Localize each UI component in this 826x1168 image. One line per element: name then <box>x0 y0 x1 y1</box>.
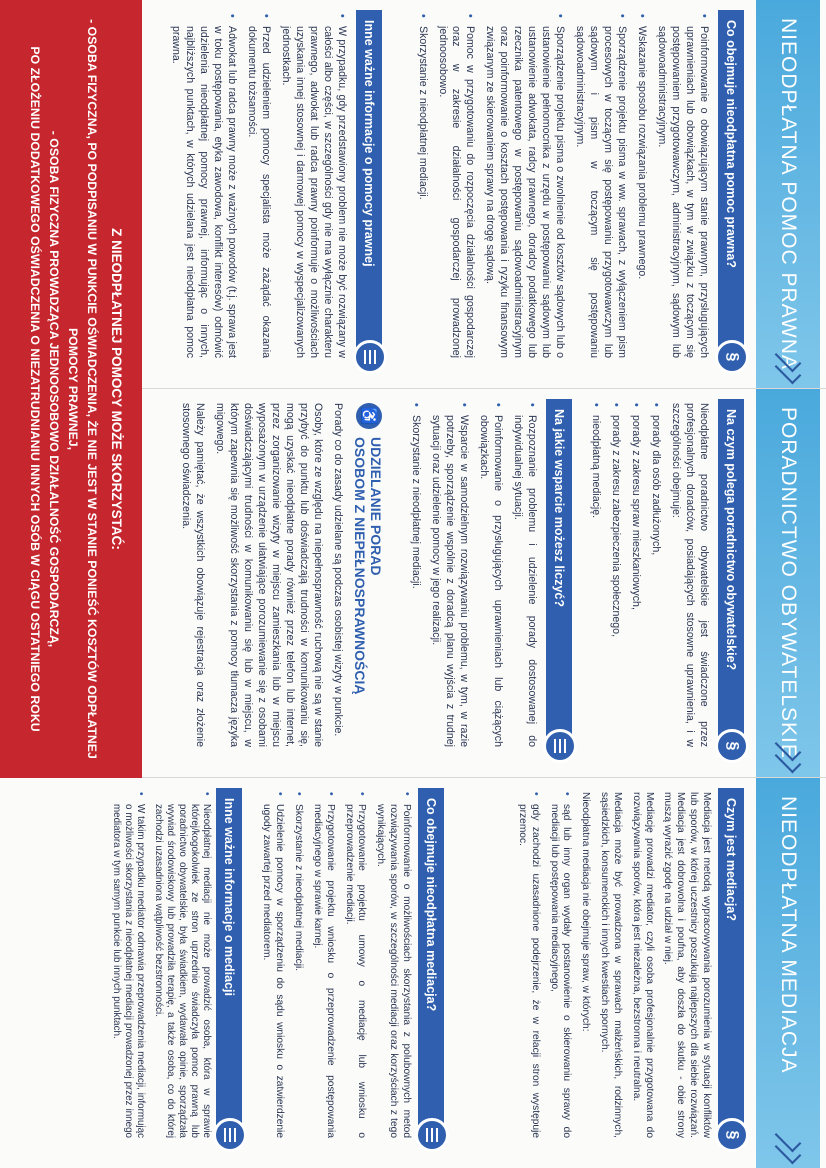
eligibility-footer <box>0 0 142 778</box>
paragraph: Należy pamiętać, że wszystkich obowiązuje rejestracja oraz złożenie stosownego oświadczenia. <box>180 403 207 747</box>
wheelchair-icon: ♿ <box>356 403 382 429</box>
paragraph: Mediację prowadzi mediator, czyli osoba profesjonalnie przygotowana do rozwiązywania sporów, która jest niezależna, bezstronna i neutralna. <box>630 792 655 1138</box>
list-item: • Przygotowanie projektu wniosku o przeprowadzenie postępowania mediacyjnego w sprawie karnej. <box>310 792 336 1138</box>
list-icon <box>213 1118 247 1152</box>
panel-header <box>756 778 820 1168</box>
list-item: • Poinformowanie o przysługujących uprawnieniach lub ciążących obowiązkach. <box>476 403 504 747</box>
disability-text <box>172 403 344 747</box>
section-title: Co obejmuje nieodpłatna pomoc prawna? <box>724 20 738 268</box>
section-title-bar <box>216 788 242 1138</box>
section-title: Co obejmuje nieodpłatna mediacja? <box>424 798 438 1012</box>
list-item: • Rozpoznanie problemu i udzielenie porady dostosowanej do indywidualnej sytuacji. <box>510 403 538 747</box>
list-item: • Poinformowanie o możliwościach skorzystania z polubownych metod rozwiązywania sporów, w szczególności mediacji oraz korzyściach z tego wynikających. <box>373 792 412 1138</box>
mediation-definition <box>509 792 712 1138</box>
section-title-bar <box>418 788 444 1138</box>
list-item: • Przygotowanie projektu umowy o mediację lub wniosku o przeprowadzenie mediacji. <box>342 792 368 1138</box>
chevrons-icon <box>770 745 806 769</box>
list-item: • Sporządzenie projektu pisma o zwolnienie od kosztów sądowych lub o ustanowienie pełnomocnika z urzędu w postępowaniu sądowym lub ustanowienie adwokata, radcy prawnego, doradcy podatkowego lub rzecznika patentowego w postępowaniu sądowoadministracyjnym oraz poinformowanie o kosztach postępowania i ryzyku finansowym związanym ze skierowaniem sprawy na drogę sądową. <box>482 14 566 358</box>
paragraph: Nieodpłatna mediacja nie obejmuje spraw, w których: <box>580 792 592 1032</box>
list-item: • Skorzystanie z nieodpłatnej mediacji. <box>408 403 422 747</box>
section-title: Na jakie wsparcie możesz liczyć? <box>552 409 566 608</box>
section-title-bar <box>356 10 382 360</box>
legal-aid-info-list <box>162 14 348 358</box>
list-item: • Sporządzenie projektu pisma w ww. sprawach, z wyłączeniem pism procesowych w toczącym się postępowaniu przygotowawczym lub sądowym i pism w toczącym się postępowaniu sądowoadministracyjnym. <box>572 14 628 358</box>
list-item: • Przed udzieleniem pomocy specjalista może zażądać okazania dokumentu tożsamości. <box>244 14 272 358</box>
list-icon <box>353 340 387 374</box>
list-item: • Udzielenie pomocy w sporządzeniu do sądu wniosku o zatwierdzenie ugody zawartej przed mediatorem. <box>260 792 286 1138</box>
panel-mediation <box>0 778 826 1168</box>
section-title: Na czym polega poradnictwo obywatelskie? <box>724 409 738 671</box>
list-item: • Skorzystanie z nieodpłatnej mediacji. <box>415 14 429 358</box>
list-item: • Adwokat lub radca prawny może z ważnych powodów (t.j. sprawa jest w toku postępowania, etyka zawodowa, konflikt interesów) odmówić udzielenia nieodpłatnej pomocy prawnej, informując o innych, najbliższych punktach, w których udzielana jest nieodpłatna pomoc prawna. <box>168 14 238 358</box>
paragraph: Mediacja może być prowadzona w sprawach małżeńskich, rodzinnych, sąsiedzkich, konsumenckich i innych kwestiach spornych. <box>599 792 623 1138</box>
section-title: Inne ważne informacje o mediacji <box>222 798 236 996</box>
list-item: • Nieodpłatnej mediacji nie może prowadzić osoba, która w sprawie której/kogokolwiek ze stron uprzednio świadczyła pomoc prawną lub poradnictwo obywatelskie, była świadkiem, wydawała opinie, sporządzała wywiad środowiskowy lub prowadziła terapię, a także osoba, co do której zachodzi uzasadniona wątpliwość bezstronności. <box>152 792 212 1138</box>
list-item: • porady dla osób zadłużonych, <box>648 403 662 747</box>
paragraph: Porady co do zasady udzielane są podczas osobistej wizyty w punkcie. <box>332 403 344 737</box>
panel-header <box>756 0 820 388</box>
list-item: • gdy zachodzi uzasadnione podejrzenie, że w relacji stron występuje przemoc. <box>515 792 541 1138</box>
paragraph: Mediacja jest metodą wypracowywania porozumienia w sytuacji konfliktów lub sporów, w której uczestnicy poszukują najlepszych dla siebie rozwiązań. Mediacja jest dobrowolna i poufna, aby doszła do skutku - obie strony muszą wyrazić zgodę na udział w niej. <box>662 792 712 1138</box>
chevrons-icon <box>770 1136 806 1160</box>
list-item: • W takim przypadku mediator odmawia przeprowadzenia mediacji, informując o możliwości skorzystania z nieodpłatnej mediacji prowadzonej przez innego mediatora w tym samym punkcie lub innych punktach. <box>111 792 147 1138</box>
footer-title: Z NIEODPŁATNEJ POMOCY MOŻE SKORZYSTAĆ: <box>109 228 124 550</box>
section-title-bar <box>718 10 744 360</box>
list-item: • W przypadku, gdy przedstawiony problem nie może być rozwiązany w całości albo części, w szczególności gdy nie ma wyłącznie charakteru prawnego, adwokat lub radca prawny poinformuje o możliwościach uzyskania innej stosownej i darmowej pomocy w wyspecjalizowanych jednostkach. <box>278 14 348 358</box>
section-title-bar <box>718 399 744 749</box>
list-item: • Skorzystanie z nieodpłatnej mediacji. <box>291 792 304 1138</box>
panel-header <box>756 389 820 777</box>
list-icon <box>543 729 577 763</box>
panel-title: NIEODPŁATNA MEDIACJA <box>777 796 800 1074</box>
disability-heading <box>352 437 384 747</box>
chevrons-icon <box>770 356 806 380</box>
list-item: • porady z zakresu zabezpieczenia społecznego, <box>608 403 622 747</box>
paragraph-icon: § <box>715 340 749 374</box>
disability-heading-line1: UDZIELANIE PORAD <box>368 437 384 576</box>
list-item: • Wskazanie sposobu rozwiązania problemu prawnego. <box>634 14 648 358</box>
list-item: • Poinformowanie o obowiązującym stanie prawnym, przysługujących uprawnieniach lub obowiązkach, w tym w związku z toczącym się postępowaniem przygotowawczym, administracyjnym, sądowym lub sądowoadministracyjnym. <box>654 14 710 358</box>
list-item: • Wsparcie w samodzielnym rozwiązywaniu problemu, w tym, w razie potrzeby, sporządzenie wspólnie z doradcą planu wyjścia z trudnej sytuacji oraz udzielenie pomocy w jego realizacji. <box>428 403 470 747</box>
footer-line: - OSOBA FIZYCZNA, PO PODPISANIU W PUNKCIE OŚWIADCZENIA, ŻE NIE JEST W STANIE PONIEŚĆ KOSZTÓW ODPŁATNEJ POMOCY PRAWNEJ, <box>66 19 100 759</box>
section-title-bar <box>718 788 744 1138</box>
legal-aid-scope-list <box>409 14 710 358</box>
mediation-scope-list <box>254 792 412 1138</box>
paragraph: Osoby, które ze względu na niepełnosprawność ruchową nie są w stanie przybyć do punktu lub doświadczają trudności w komunikowaniu się, mogą uzyskać nieodpłatne porady również przez telefon lub internet, przez zorganizowanie wizyty w miejscu zamieszkania lub w miejscu wyposażonym w urządzenie ułatwiające porozumiewanie się z osobami doświadczającymi trudności w komunikowaniu się lub w miejscu, w którym zapewnia się możliwość skorzystania z pomocy tłumacza języka migowego. <box>214 403 325 747</box>
panel-title: PORADNICTWO OBYWATELSKIE <box>777 407 800 759</box>
civic-advice-scope <box>582 403 710 747</box>
list-item: • sąd lub inny organ wydały postanowienie o skierowaniu sprawy do mediacji lub postępowania mediacyjnego, <box>547 792 573 1138</box>
footer-line: - OSOBA FIZYCZNA PROWADZĄCA JEDNOOSOBOWO DZIAŁALNOŚĆ GOSPODARCZĄ, <box>46 130 61 648</box>
list-item: • porady z zakresu spraw mieszkaniowych, <box>628 403 642 747</box>
paragraph-icon: § <box>715 729 749 763</box>
intro-paragraph: Nieodpłatne poradnictwo obywatelskie jest świadczone przez profesjonalnych doradców, posiadających stosowne uprawnienia, i w szczególności obejmuje: <box>670 403 710 747</box>
list-item: • nieodpłatną mediację. <box>588 403 602 747</box>
section-title: Czym jest mediacja? <box>724 798 738 921</box>
section-title: Inne ważne informacje o pomocy prawnej <box>362 20 376 267</box>
disability-heading-line2: OSOBOM Z NIEPEŁNOSPRAWNOŚCIĄ <box>351 437 368 695</box>
civic-support-list <box>402 403 538 747</box>
paragraph-icon: § <box>715 1118 749 1152</box>
list-icon <box>415 1118 449 1152</box>
footer-line: PO ZŁOŻENIU DODATKOWEGO OŚWIADCZENIA O NIEZATRUDNIANIU INNYCH OSÓB W CIĄGU OSTATNIEGO ROKU <box>27 46 42 732</box>
panel-title: NIEODPŁATNA POMOC PRAWNA <box>777 18 800 370</box>
list-item: • Pomoc w przygotowaniu do rozpoczęcia działalności gospodarczej oraz w zakresie działalności gospodarczej prowadzonej jednoosobowo. <box>435 14 477 358</box>
mediation-info-list <box>105 792 213 1138</box>
section-title-bar <box>546 399 572 749</box>
